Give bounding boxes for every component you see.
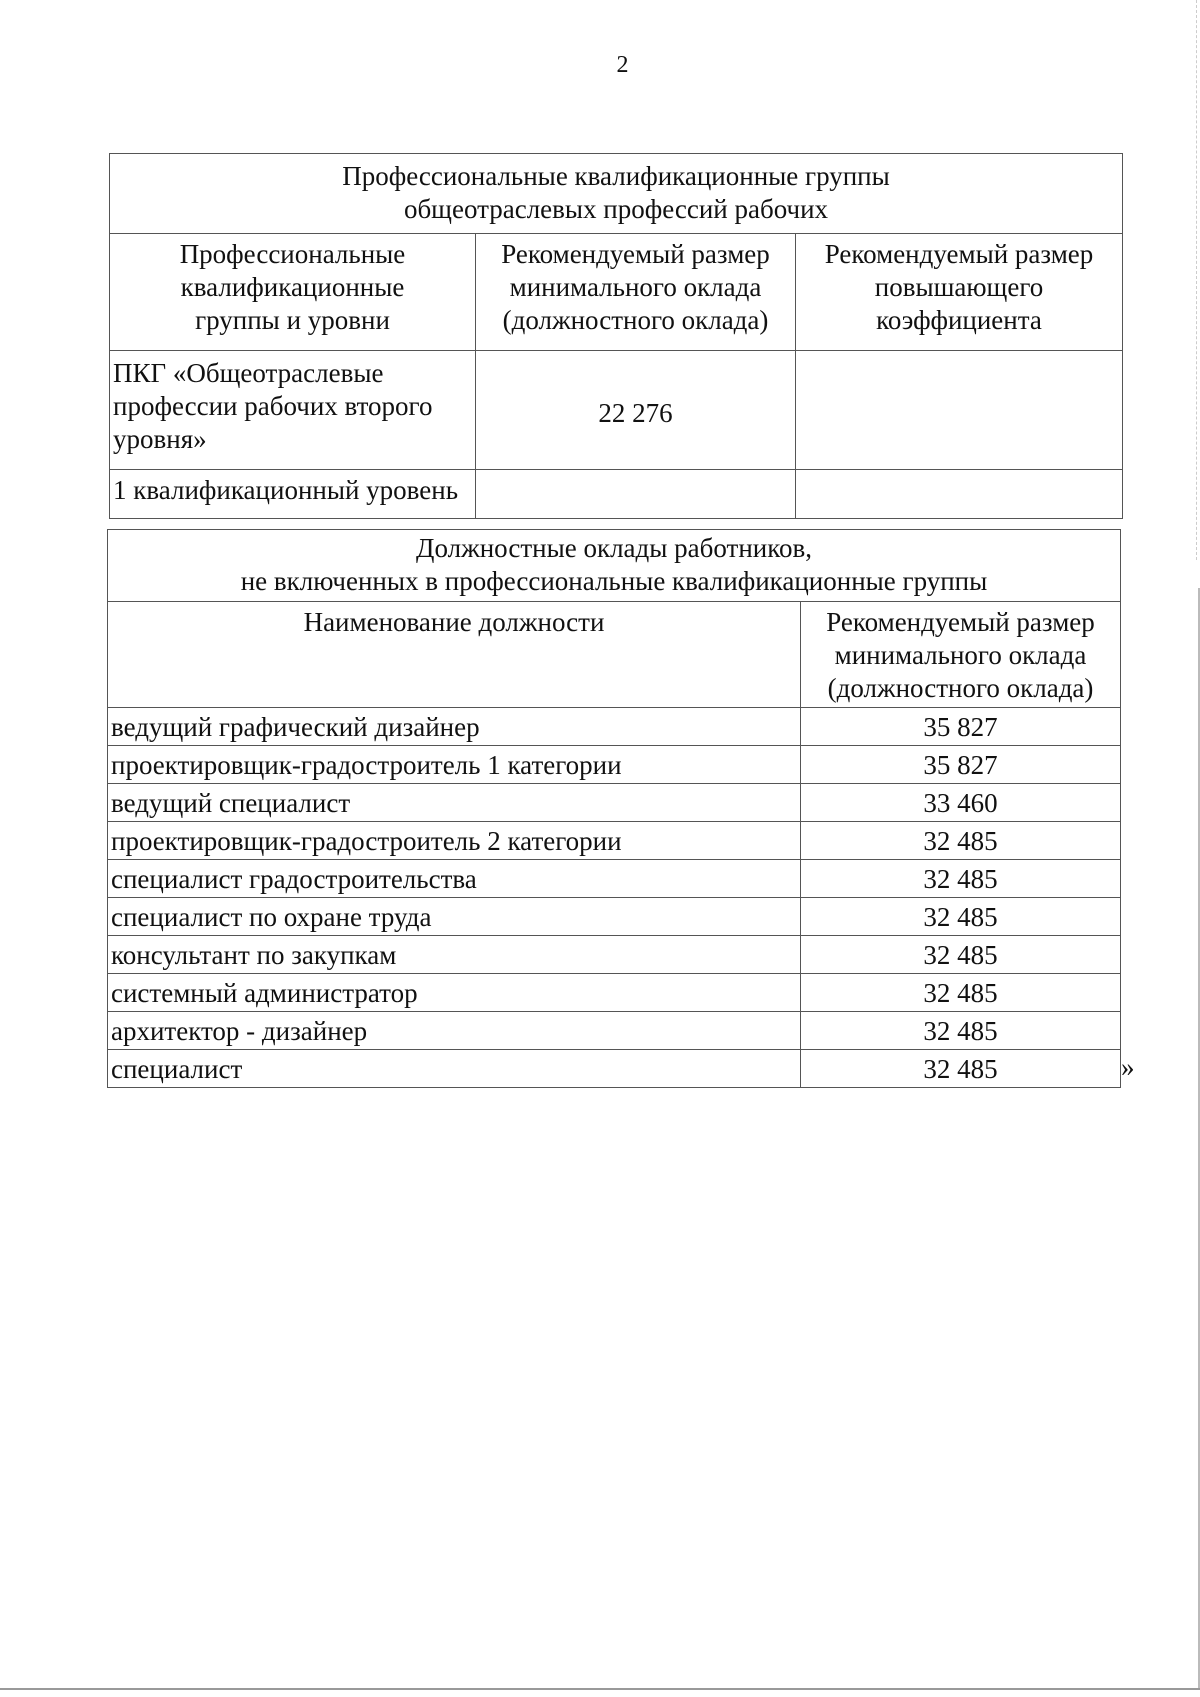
pkg-name-line: ПКГ «Общеотраслевые (113, 358, 384, 388)
table2-header-position: Наименование должности (108, 602, 801, 708)
position-cell: консультант по закупкам (108, 936, 801, 974)
table-row (108, 860, 1121, 898)
header-text-line: коэффициента (876, 305, 1042, 335)
salaries-table (107, 529, 1121, 1088)
header-text-line: квалификационные (180, 272, 405, 302)
table1-caption-line2: общеотраслевых профессий рабочих (403, 194, 829, 224)
table-row (110, 470, 1123, 519)
pkg-salary-cell: 22 276 (476, 351, 796, 470)
salary-cell: 35 827 (801, 746, 1121, 784)
professional-groups-table (109, 153, 1123, 519)
position-cell: архитектор - дизайнер (108, 1012, 801, 1050)
header-text-line: минимального оклада (509, 272, 762, 302)
header-text-line: Рекомендуемый размер (826, 607, 1095, 637)
position-cell: ведущий графический дизайнер (108, 708, 801, 746)
position-cell: проектировщик-градостроитель 2 категории (108, 822, 801, 860)
table-row (108, 1050, 1121, 1088)
table1-header-groups (110, 234, 476, 351)
header-text-line: группы и уровни (195, 305, 390, 335)
position-cell: системный администратор (108, 974, 801, 1012)
pkg-name-cell (110, 351, 476, 470)
salary-cell: 32 485 (801, 974, 1121, 1012)
header-text-line: Рекомендуемый размер (501, 239, 770, 269)
header-text-line: (должностного оклада) (502, 305, 769, 335)
salary-cell: 32 485 (801, 936, 1121, 974)
salary-cell: 32 485 (801, 898, 1121, 936)
table1-header-coefficient (796, 234, 1123, 351)
table2-caption (108, 530, 1121, 602)
table-row (108, 784, 1121, 822)
pkg-coefficient-cell (796, 351, 1123, 470)
closing-quote: » (1121, 1052, 1135, 1082)
header-text-line: Профессиональные (179, 239, 406, 269)
salary-cell: 32 485 (801, 1012, 1121, 1050)
table-row (108, 974, 1121, 1012)
page-edge-bottom (0, 1688, 1200, 1690)
position-cell: специалист по охране труда (108, 898, 801, 936)
level-coefficient-cell (796, 470, 1123, 519)
position-cell: специалист (108, 1050, 801, 1088)
pkg-name-line: уровня» (113, 424, 207, 454)
table-row (110, 351, 1123, 470)
table2-header-salary (801, 602, 1121, 708)
position-cell: ведущий специалист (108, 784, 801, 822)
salary-cell: 35 827 (801, 708, 1121, 746)
position-cell: проектировщик-градостроитель 1 категории (108, 746, 801, 784)
position-cell: специалист градостроительства (108, 860, 801, 898)
table-row (108, 1012, 1121, 1050)
page-number: 2 (616, 52, 629, 78)
table2-caption-line1: Должностные оклады работников, (416, 533, 812, 563)
salary-cell: 32 485 (801, 860, 1121, 898)
header-text-line: (должностного оклада) (827, 673, 1094, 703)
page-edge-dashed (1196, 0, 1197, 560)
level-name-cell: 1 квалификационный уровень (110, 470, 476, 519)
table-row (108, 936, 1121, 974)
salary-cell: 33 460 (801, 784, 1121, 822)
salary-cell: 32 485 (801, 822, 1121, 860)
header-text-line: минимального оклада (834, 640, 1087, 670)
table1-caption-line1: Профессиональные квалификационные группы (342, 161, 890, 191)
pkg-name-line: профессии рабочих второго (113, 391, 433, 421)
header-text-line: повышающего (874, 272, 1044, 302)
salary-cell: 32 485 (801, 1050, 1121, 1088)
table1-header-salary (476, 234, 796, 351)
table-row (108, 708, 1121, 746)
table2-caption-line2: не включенных в профессиональные квалификационные группы (240, 566, 988, 596)
table-row (108, 746, 1121, 784)
table1-caption (110, 154, 1123, 234)
level-salary-cell (476, 470, 796, 519)
header-text-line: Рекомендуемый размер (824, 239, 1094, 269)
table-row (108, 898, 1121, 936)
table-row (108, 822, 1121, 860)
